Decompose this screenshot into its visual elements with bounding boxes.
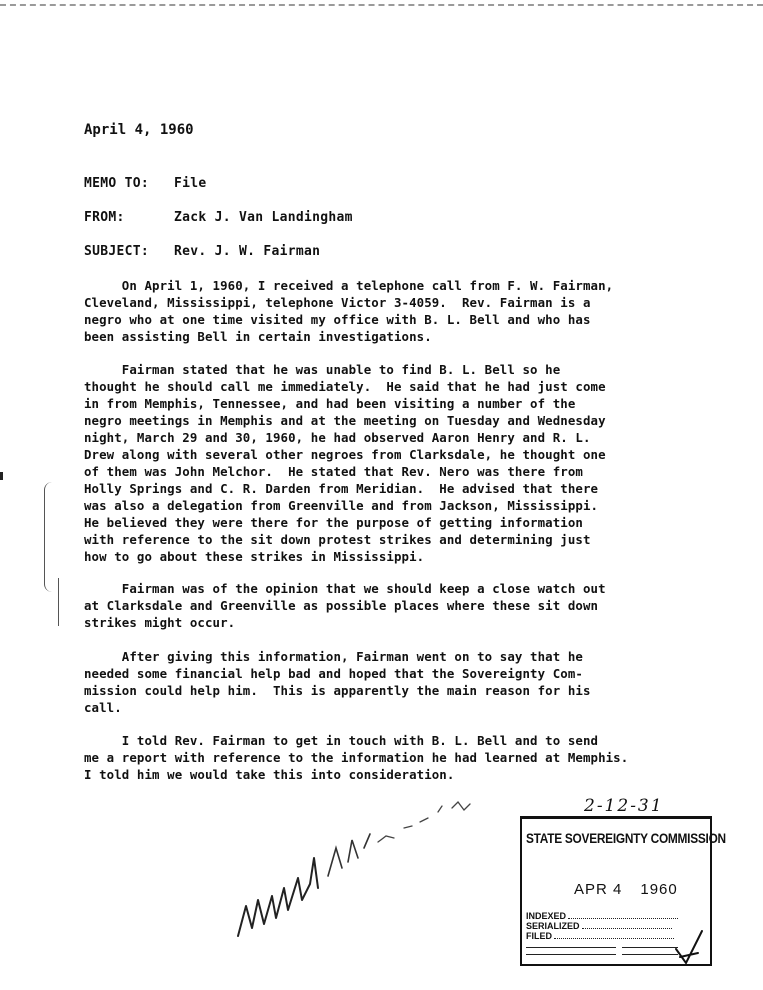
- stamp-indexed-field: [526, 911, 706, 921]
- stamp-field-line: [568, 918, 678, 919]
- stamp-serialized-label: SERIALIZED: [526, 921, 580, 931]
- margin-bracket-mark: [44, 482, 55, 592]
- memo-from-value: Zack J. Van Landingham: [174, 210, 353, 225]
- stamp-field-line: [582, 928, 672, 929]
- stamp-indexed-label: INDEXED: [526, 911, 567, 921]
- margin-mark: [0, 472, 3, 480]
- memo-subject-line: [84, 244, 320, 259]
- memo-subject-value: Rev. J. W. Fairman: [174, 244, 321, 259]
- file-number: 2-12-31: [584, 796, 664, 816]
- margin-bracket-mark: [58, 578, 67, 626]
- stamp-title: STATE SOVEREIGNTY COMMISSION: [526, 831, 726, 846]
- stamp-date: [574, 881, 678, 898]
- stamp-rule: [622, 947, 678, 955]
- stamp-month-day: APR 4: [574, 881, 623, 898]
- stamp-filed-label: FILED: [526, 931, 552, 941]
- handwritten-initials-scribble: [228, 788, 508, 958]
- memo-paragraph-1: On April 1, 1960, I received a telephone call from F. W. Fairman, Cleveland, Mississippi, telephone Victor 3-4059. Rev. Fairman is a negro who at one time visited my office with B. L. Bell and who has been assisting Bell in certain investigations.: [84, 278, 614, 344]
- stamp-year: 1960: [640, 881, 678, 898]
- memo-to-label: MEMO TO:: [84, 176, 150, 191]
- memo-paragraph-2: Fairman stated that he was unable to find B. L. Bell so he thought he should call me immediately. He said that he had just come in from Memphis, Tennessee, and had been visiting a number of the negro meetings in Memphis and at the meeting on Tuesday and Wednesday night, March 29 and 30, 1960, he had observed Aaron Henry and R. L. Drew along with several other negroes from Clarksdale, he thought one of them was John Melchor. He stated that Rev. Nero was there from Holly Springs and C. R. Darden from Meridian. He advised that there was also a delegation from Greenville and from Jackson, Mississippi. He believed they were there for the purpose of getting information with reference to the sit down protest strikes and determining just how to go about these strikes in Mississippi.: [84, 362, 606, 564]
- handwritten-check-mark-icon: [672, 927, 706, 967]
- memo-from-line: [84, 210, 353, 225]
- memo-to-value: File: [174, 176, 207, 191]
- memo-paragraph-3: Fairman was of the opinion that we should keep a close watch out at Clarksdale and Greenville as possible places where these sit down strikes might occur.: [84, 581, 606, 630]
- page-top-border: [0, 4, 763, 6]
- stamp-rule: [526, 947, 616, 955]
- commission-stamp: [520, 816, 726, 966]
- memo-date: April 4, 1960: [84, 122, 194, 138]
- memo-from-label: FROM:: [84, 210, 125, 225]
- memo-paragraph-4: After giving this information, Fairman went on to say that he needed some financial help bad and hoped that the Sovereignty Com- mission could help him. This is apparently the main reason for his call.: [84, 649, 591, 715]
- memo-paragraph-5: I told Rev. Fairman to get in touch with B. L. Bell and to send me a report with reference to the information he had learned at Memphis. I told him we would take this into consideration.: [84, 733, 629, 782]
- memo-subject-label: SUBJECT:: [84, 244, 150, 259]
- stamp-field-line: [554, 938, 674, 939]
- memo-to-line: [84, 176, 207, 191]
